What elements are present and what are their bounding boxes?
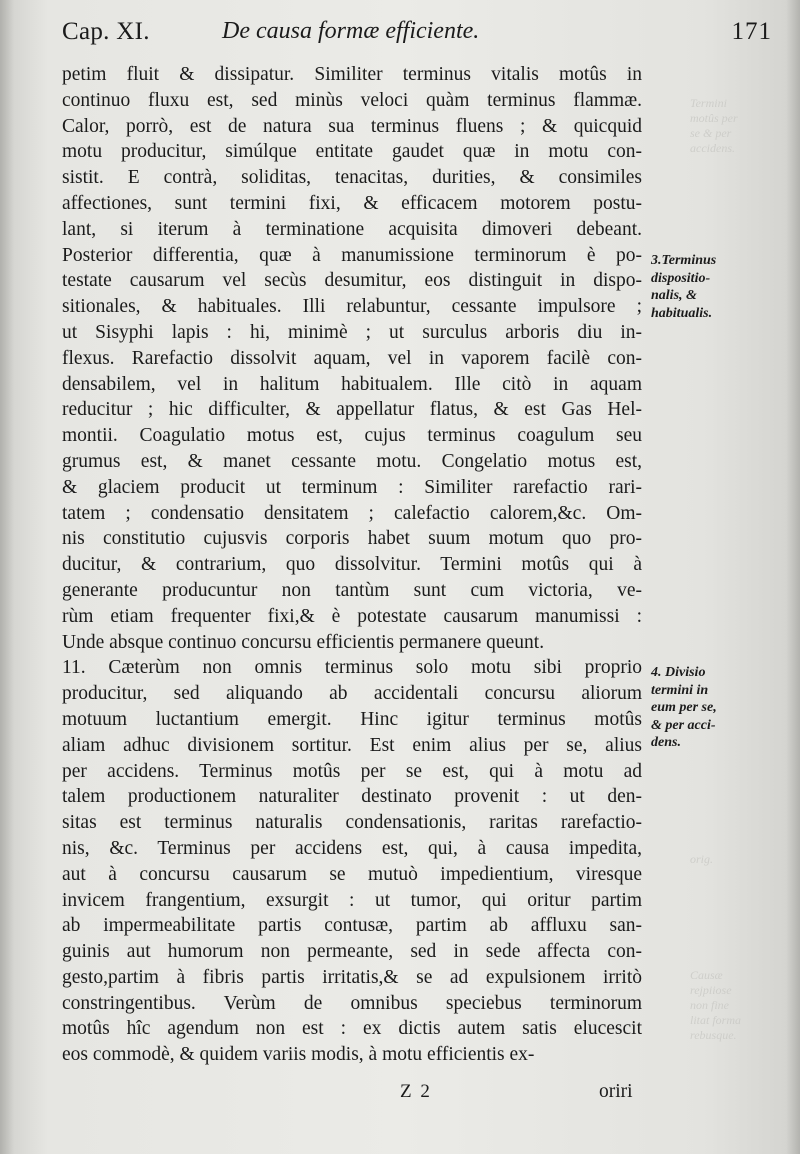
text-line: 11. Cæterùm non omnis terminus solo motu sibi proprio bbox=[62, 657, 642, 679]
signature-mark: Z 2 bbox=[400, 1081, 432, 1102]
margin-note-line: motûs per bbox=[690, 111, 738, 125]
page-number: 171 bbox=[731, 18, 772, 45]
text-line: motu producitur, simúlque entitate gaudet quæ in motu con- bbox=[62, 141, 642, 163]
text-line: flexus. Rarefactio dissolvit aquam, vel in vaporem facilè con- bbox=[62, 347, 642, 369]
running-header bbox=[62, 18, 772, 52]
text-line: sitionales, & habituales. Illi relabuntur, cessante impulsore ; bbox=[62, 296, 642, 318]
text-line: testate causarum vel secùs desumitur, eos distinguit in dispo- bbox=[62, 270, 642, 292]
text-line: gesto,partim à fibris partis irritatis,& se ad expulsionem irritò bbox=[62, 966, 642, 988]
margin-note-line: orig. bbox=[690, 852, 714, 866]
text-line: reducitur ; hic difficulter, & appellatur flatus, & est Gas Hel- bbox=[62, 399, 642, 421]
text-line: motuum luctantium emergit. Hinc igitur terminus motûs bbox=[62, 708, 642, 730]
margin-note-line: 3.Terminus bbox=[651, 253, 717, 268]
text-line: talem productionem naturaliter destinato provenit : ut den- bbox=[62, 786, 642, 808]
text-line: aut à concursu causarum se mutuò impedientium, viresque bbox=[62, 863, 642, 885]
text-line: nis constitutio cujusvis corporis habet suum motum quo pro- bbox=[62, 528, 642, 550]
text-line: invicem frangentium, exsurgit : ut tumor, qui oritur partim bbox=[62, 889, 642, 911]
margin-note-line: Causæ bbox=[690, 968, 723, 982]
margin-note-line: 4. Divisio bbox=[651, 665, 706, 680]
text-line: lant, si iterum à terminatione acquisita dimoveri debeant. bbox=[62, 218, 642, 240]
text-line: ducitur, & contrarium, quo dissolvitur. Termini motûs qui à bbox=[62, 554, 642, 576]
text-line: eos commodè, & quidem variis modis, à motu efficientis ex- bbox=[62, 1044, 535, 1066]
margin-note-line: nalis, & bbox=[651, 288, 697, 303]
text-line: guinis aut humorum non permeante, sed in sede affecta con- bbox=[62, 941, 642, 963]
margin-note-line: Termini bbox=[690, 96, 727, 110]
margin-note-line: termini in bbox=[651, 682, 709, 698]
left-edge-shadow bbox=[0, 0, 14, 1154]
text-line: Calor, porrò, est de natura sua terminus fluens ; & quicquid bbox=[62, 115, 642, 137]
show-through-text-bottom bbox=[690, 968, 741, 1043]
margin-note-line: se & per bbox=[690, 126, 732, 140]
text-line: per accidens. Terminus motûs per se est, qui à motu ad bbox=[62, 760, 642, 782]
main-text-block bbox=[62, 62, 642, 1068]
margin-note-line: eum per se, bbox=[651, 700, 717, 715]
margin-note-line: habitualis. bbox=[651, 305, 713, 321]
margin-note-divisio-termini bbox=[651, 664, 751, 752]
text-line: Unde absque continuo concursu efficientis permanere queunt. bbox=[62, 631, 545, 653]
running-title: De causa formæ efficiente. bbox=[222, 18, 480, 44]
text-line: sistit. E contrà, soliditas, tenacitas, durities, & consimiles bbox=[62, 167, 642, 189]
text-line: Posterior differentia, quæ à manumissione terminorum è po- bbox=[62, 244, 642, 266]
show-through-text-top bbox=[690, 96, 738, 156]
text-line: nis, &c. Terminus per accidens est, qui, à causa impedita, bbox=[62, 837, 642, 859]
margin-note-line: & per acci- bbox=[651, 717, 716, 733]
text-line: sitas est terminus naturalis condensationis, raritas rarefactio- bbox=[62, 812, 642, 834]
text-line: producitur, sed aliquando ab accidentali concursu aliorum bbox=[62, 683, 642, 705]
margin-note-terminus-dispositionalis bbox=[651, 252, 751, 322]
margin-note-line: litat forma bbox=[690, 1013, 742, 1027]
text-line: densabilem, vel in halitum habitualem. Ille citò in aquam bbox=[62, 373, 642, 395]
text-line: petim fluit & dissipatur. Similiter terminus vitalis motûs in bbox=[62, 64, 642, 85]
text-line: ut Sisyphi lapis : hi, minimè ; ut surculus arboris diu in- bbox=[62, 321, 642, 343]
text-line: continuo fluxu est, sed minùs veloci quàm terminus flammæ. bbox=[62, 89, 642, 111]
text-line: motûs hîc agendum non est : ex dictis autem satis elucescit bbox=[62, 1018, 642, 1040]
text-line: ab impermeabilitate partis contusæ, partim ab affluxu san- bbox=[62, 915, 642, 937]
text-line: aliam adhuc divisionem sortitur. Est enim alius per se, alius bbox=[62, 734, 642, 756]
text-line: rùm etiam frequenter fixi,& è potestate causarum manumissi : bbox=[62, 605, 642, 627]
text-line: affectiones, sunt termini fixi, & efficacem motorem postu- bbox=[62, 192, 642, 214]
margin-note-line: rebusque. bbox=[690, 1028, 737, 1042]
catchword: oriri bbox=[599, 1081, 633, 1102]
show-through-text-middle bbox=[690, 852, 713, 867]
text-line: & glaciem producit ut terminum : Similiter rarefactio rari- bbox=[62, 476, 642, 498]
text-line: grumus est, & manet cessante motu. Congelatio motus est, bbox=[62, 450, 642, 472]
margin-note-line: accidens. bbox=[690, 141, 735, 155]
chapter-label: Cap. XI. bbox=[62, 18, 150, 45]
text-line: constringentibus. Verùm de omnibus speciebus terminorum bbox=[62, 992, 642, 1014]
right-edge-shadow bbox=[786, 0, 800, 1154]
text-line: generante producuntur non tantùm sunt cum victoria, ve- bbox=[62, 579, 642, 601]
margin-note-line: dens. bbox=[651, 735, 681, 750]
margin-note-line: rejpiiose bbox=[690, 983, 732, 997]
margin-note-line: non fine bbox=[690, 998, 729, 1012]
text-line: montii. Coagulatio motus est, cujus terminus coagulum seu bbox=[62, 425, 642, 447]
text-line: tatem ; condensatio densitatem ; calefactio calorem,&c. Om- bbox=[62, 502, 642, 524]
margin-note-line: dispositio- bbox=[651, 270, 711, 286]
